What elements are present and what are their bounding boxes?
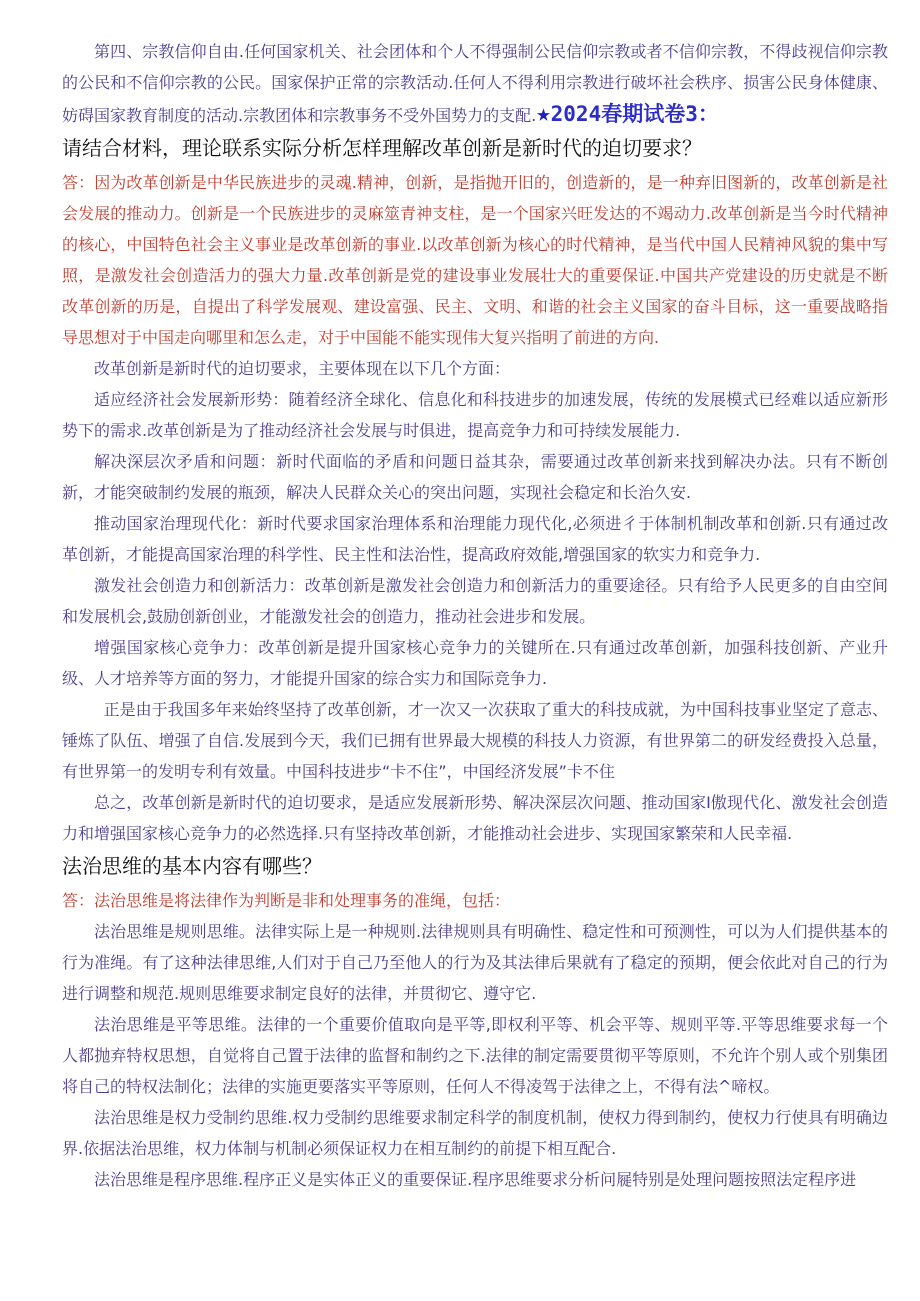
aspects-intro: 改革创新是新时代的迫切要求，主要体现在以下几个方面： [94, 359, 511, 378]
point-core-competitiveness: 增强国家核心竞争力：改革创新是提升国家核心竞争力的关键所在.只有通过改革创新，加强科技创新、产业升级、人才培养等方面的努力，才能提升国家的综合实力和国际竞争力. [62, 638, 888, 688]
point-deep-problems: 解决深层次矛盾和问题：新时代面临的矛盾和问题日益其杂，需要通过改革创新来找到解决办法。只有不断创新，才能突破制约发展的瓶颈，解决人民群众关心的突出问题，实现社会稳定和长治久安. [62, 452, 888, 502]
power-thinking-paragraph: 法治思维是权力受制约思维.权力受制约思维要求制定科学的制度机制，使权力得到制约，使权力行使具有明确边界.依据法治思维，权力体制与机制必须保证权力在相互制约的前提下相互配合. [62, 1108, 888, 1158]
equality-thinking-paragraph: 法治思维是平等思维。法律的一个重要价值取向是平等,即权利平等、机会平等、规则平等.平等思维要求每一个人都抛弃特权思想，自觉将自己置于法律的监督和制约之下.法律的制定需要贯彻平等原则，不允许个别人或个别集团将自己的特权法制化；法律的实施更要落实平等原则，任何人不得凌驾于法律之上，不得有法^啼权。 [62, 1015, 888, 1096]
point-governance-modernization: 推动国家治理现代化：新时代要求国家治理体系和治理能力现代化,必须进彳于体制机制改革和创新.只有通过改革创新，才能提高国家治理的科学性、民主性和法治性，提高政府效能,增强国家的软实力和竞争力. [62, 514, 888, 564]
point-economic-development: 适应经济社会发展新形势：随着经济全球化、信息化和科技进步的加速发展，传统的发展模式已经难以适应新形势下的需求.改革创新是为了推动经济社会发展与时俱进，提高竞争力和可持续发展能力. [62, 390, 888, 440]
tech-achievement-paragraph: 正是由于我国多年来始终坚持了改革创新，才一次又一次获取了重大的科技成就，为中国科技事业坚定了意志、锤炼了队伍、增强了自信.发展到今天，我们已拥有世界最大规模的科技人力资源，有世界第二的研发经费投入总量，有世界第一的发明专利有效量。中国科技进步“卡不住”，中国经济发展”卡不住 [62, 700, 888, 781]
question-1-heading: 请结合材料，理论联系实际分析怎样理解改革创新是新时代的迫切要求？ [62, 136, 702, 160]
answer-2-intro: 答：法治思维是将法律作为判断是非和处理事务的准绳，包括： [62, 891, 511, 910]
document-page [62, 36, 888, 1195]
star-icon: ★ [536, 99, 551, 127]
point-social-creativity: 激发社会创造力和创新活力：改革创新是激发社会创造力和创新活力的重要途径。只有给予人民更多的自由空间和发展机会,鼓励创新创业，才能激发社会的创造力，推动社会进步和发展。 [62, 576, 888, 626]
exam-title [536, 99, 719, 127]
religious-freedom-paragraph [62, 36, 888, 131]
answer-1-intro: 答：因为改革创新是中华民族进步的灵魂.精神，创新，是指抛开旧的，创造新的，是一种弃旧图新的，改革创新是社会发展的推动力。创新是一个民族进步的灵麻筮青神支柱，是一个国家兴旺发达的不竭动力.改革创新是当今时代精神的核心，中国特色社会主义事业是改革创新的事业.以改革创新为核心的时代精神，是当代中国人民精神风貌的集中写照，是激发社会创造活力的强大力量.改革创新是党的建设事业发展壮大的重要保证.中国共产党建设的历史就是不断改革创新的历是，自提出了科学发展观、建设富强、民主、文明、和谐的社会主义国家的奋斗目标，这一重要战略指导思想对于中国走向哪里和怎么走，对于中国能不能实现伟大复兴指明了前进的方向. [62, 173, 888, 347]
exam-title-text: 2024春期试卷3： [550, 102, 719, 126]
religious-freedom-text: 第四、宗教信仰自由.任何国家机关、社会团体和个人不得强制公民信仰宗教或者不信仰宗教，不得歧视信仰宗教的公民和不信仰宗教的公民。国家保护正常的宗教活动.任何人不得利用宗教进行破坏社会秩序、损害公民身体健康、妨碍国家教育制度的活动.宗教团体和宗教事务不受外国势力的支配. [62, 42, 888, 125]
conclusion-paragraph: 总之，改革创新是新时代的迫切要求，是适应发展新形势、解决深层次问题、推动国家I傲现代化、激发社会创造力和增强国家核心竞争力的必然选择.只有坚持改革创新，才能推动社会进步、实现国家繁荣和人民幸福. [62, 793, 888, 843]
procedure-thinking-paragraph: 法治思维是程序思维.程序正义是实体正义的重要保证.程序思维要求分析问屣特别是处理问题按照法定程序进 [94, 1170, 857, 1189]
rule-thinking-paragraph: 法治思维是规则思维。法律实际上是一种规则.法律规则具有明确性、稳定性和可预测性，可以为人们提供基本的行为准绳。有了这种法律思维,人们对于自己乃至他人的行为及其法律后果就有了稳定的预期，便会依此对自己的行为进行调整和规范.规则思维要求制定良好的法律，并贯彻它、遵守它. [62, 922, 888, 1003]
question-2-heading: 法治思维的基本内容有哪些？ [62, 854, 322, 878]
